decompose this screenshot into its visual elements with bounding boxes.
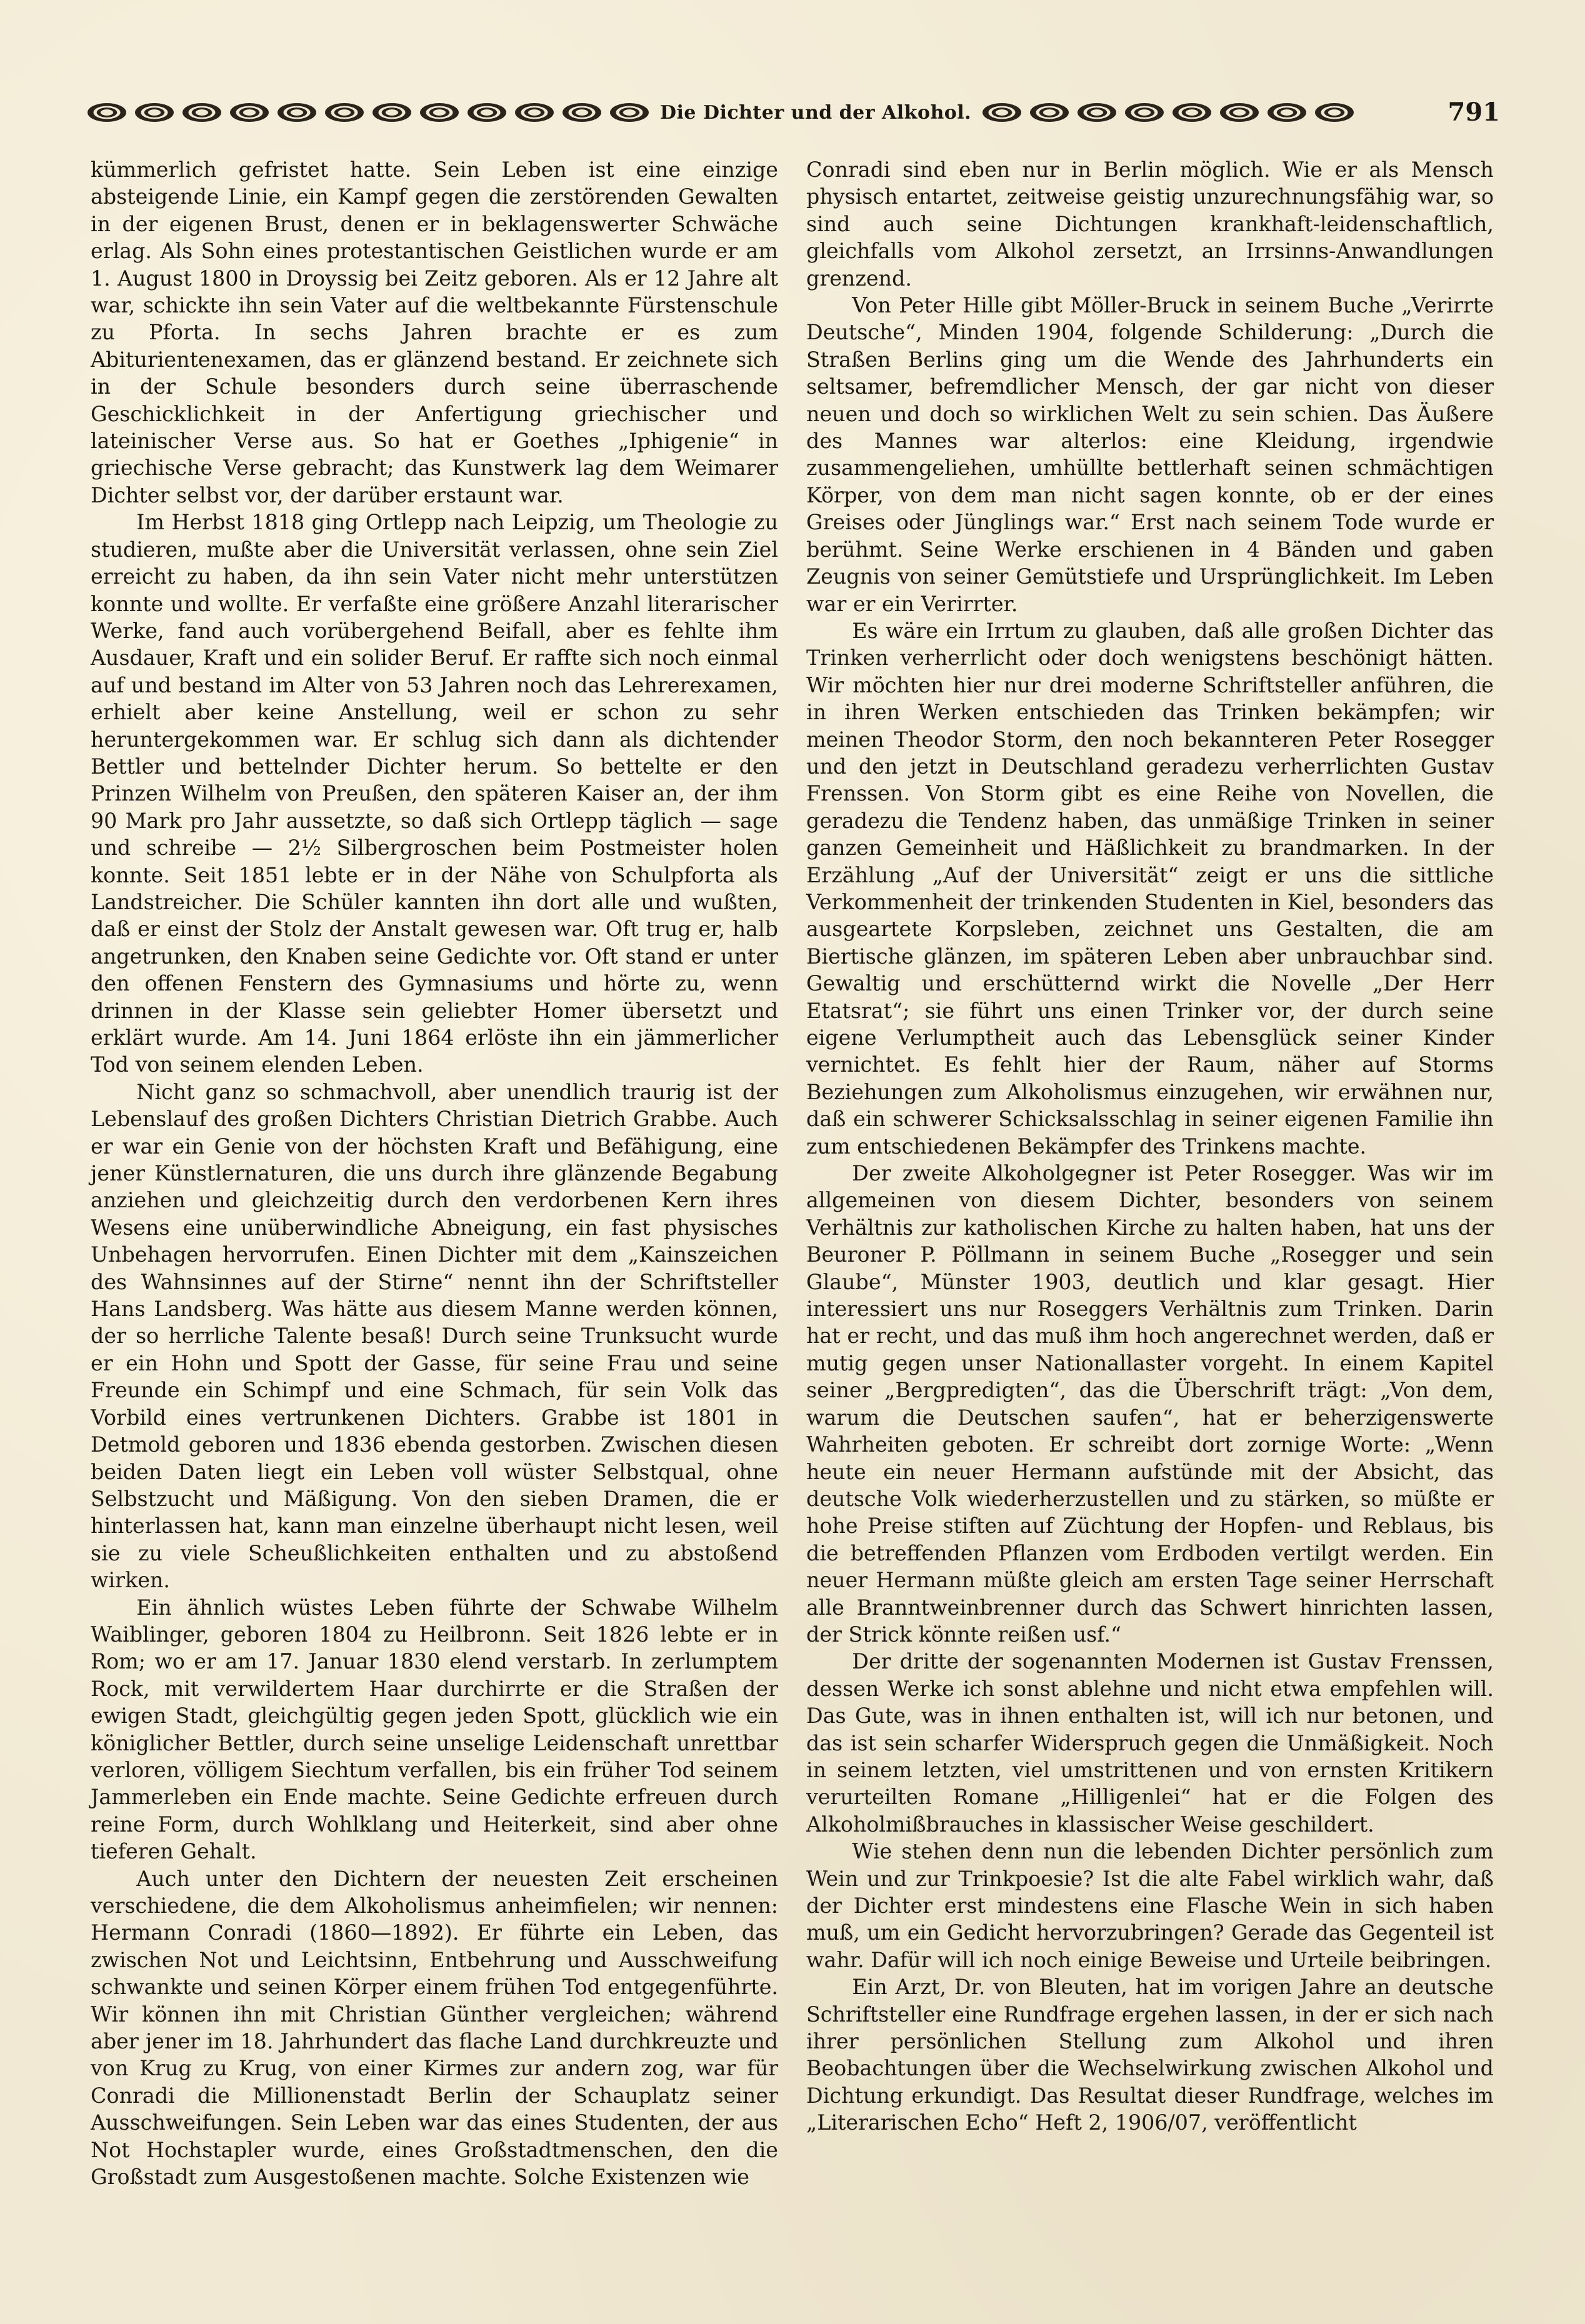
scroll-ornament-icon bbox=[982, 103, 1021, 122]
scroll-ornament-icon bbox=[515, 103, 554, 122]
scroll-ornament-icon bbox=[468, 103, 506, 122]
scroll-ornament-icon bbox=[1030, 103, 1069, 122]
paragraph: Ein Arzt, Dr. von Bleuten, hat im vorigen Jahre an deutsche Schriftsteller eine Rundfrage ergehen lassen, in der er sich nach ihrer persönlichen Stellung zum Alkohol und ihren Beobachtungen über die Wechselwirkung zwischen Alkohol und Dichtung erkundigt. Das Resultat dieser Rundfrage, welches im „Literarischen Echo“ Heft 2, 1906/07, veröffentlicht bbox=[806, 1975, 1494, 2135]
scroll-ornament-icon bbox=[135, 103, 174, 122]
scroll-ornament-icon bbox=[1078, 103, 1116, 122]
scroll-ornament-icon bbox=[562, 103, 601, 122]
header-title: Die Dichter und der Alkohol. bbox=[660, 101, 972, 124]
text-column-left bbox=[91, 156, 778, 2190]
paragraph: Ein ähnlich wüstes Leben führte der Schwabe Wilhelm Waiblinger, geboren 1804 zu Heilbronn. Seit 1826 lebte er in Rom; wo er am 17. Januar 1830 elend verstarb. In zerlumptem Rock, mit verwildertem Haar durchirrte er die Straßen der ewigen Stadt, gleichgültig gegen jeden Spott, glücklich wie ein königlicher Bettler, durch seine unselige Leidenschaft unrettbar verloren, völligem Siechtum verfallen, bis ein früher Tod seinem Jammerleben ein Ende machte. Seine Gedichte erfreuen durch reine Form, durch Wohlklang und Heiterkeit, sind aber ohne tieferen Gehalt. bbox=[91, 1595, 778, 1864]
scroll-ornament-icon bbox=[230, 103, 269, 122]
scroll-ornament-icon bbox=[610, 103, 649, 122]
paragraph: Der dritte der sogenannten Modernen ist Gustav Frenssen, dessen Werke ich sonst ablehne und nicht etwa empfehlen will. Das Gute, was in ihnen enthalten ist, will ich nur betonen, und das ist sein scharfer Widerspruch gegen die Unmäßigkeit. Noch in seinem letzten, viel umstrittenen und von ernsten Kritikern verurteilten Romane „Hilligenlei“ hat er die Folgen des Alkoholmißbrauches in klassischer Weise geschildert. bbox=[806, 1649, 1494, 1837]
scroll-ornament-icon bbox=[1315, 103, 1354, 122]
running-header bbox=[88, 94, 1500, 131]
scroll-ornament-icon bbox=[182, 103, 221, 122]
scroll-ornament-icon bbox=[1268, 103, 1306, 122]
paragraph: kümmerlich gefristet hatte. Sein Leben ist eine einzige absteigende Linie, ein Kampf gegen die zerstörenden Gewalten in der eigenen Brust, denen er in beklagenswerter Schwäche erlag. Als Sohn eines protestantischen Geistlichen wurde er am 1. August 1800 in Droyssig bei Zeitz geboren. Als er 12 Jahre alt war, schickte ihn sein Vater auf die weltbekannte Fürstenschule zu Pforta. In sechs Jahren brachte er es zum Abiturientenexamen, das er glänzend bestand. Er zeichnete sich in der Schule besonders durch seine überraschende Geschicklichkeit in der Anfertigung griechischer und lateinischer Verse aus. So hat er Goethes „Iphigenie“ in griechische Verse gebracht; das Kunstwerk lag dem Weimarer Dichter selbst vor, der darüber erstaunt war. bbox=[91, 157, 778, 507]
paragraph: Der zweite Alkoholgegner ist Peter Rosegger. Was wir im allgemeinen von diesem Dichter, besonders von seinem Verhältnis zur katholischen Kirche zu halten haben, hat uns der Beuroner P. Pöllmann in seinem Buche „Rosegger und sein Glaube“, Münster 1903, deutlich und klar gesagt. Hier interessiert uns nur Roseggers Verhältnis zum Trinken. Darin hat er recht, und das muß ihm hoch angerechnet werden, daß er mutig gegen unser Nationallaster vorgeht. In einem Kapitel seiner „Bergpredigten“, das die Überschrift trägt: „Von dem, warum die Deutschen saufen“, hat er beherzigenswerte Wahrheiten geboten. Er schreibt dort zornige Worte: „Wenn heute ein neuer Hermann aufstünde mit der Absicht, das deutsche Volk wiederherzustellen und zu stärken, so müßte er hohe Preise stiften auf Züchtung der Hopfen- und Reblaus, bis die betreffenden Pflanzen vom Erdboden vertilgt werden. Ein neuer Hermann müßte gleich am ersten Tage seiner Herrschaft alle Branntweinbrenner durch das Schwert hinrichten lassen, der Strick könnte reißen usf.“ bbox=[806, 1161, 1494, 1647]
scroll-ornament-icon bbox=[1125, 103, 1164, 122]
scroll-ornament-icon bbox=[372, 103, 411, 122]
scroll-ornament-icon bbox=[278, 103, 316, 122]
paragraph: Im Herbst 1818 ging Ortlepp nach Leipzig, um Theologie zu studieren, mußte aber die Universität verlassen, ohne sein Ziel erreicht zu haben, da ihn sein Vater nicht mehr unterstützen konnte und wollte. Er verfaßte eine größere Anzahl literarischer Werke, fand auch vorübergehend Beifall, aber es fehlte ihm Ausdauer, Kraft und ein solider Beruf. Er raffte sich noch einmal auf und bestand im Alter von 53 Jahren noch das Lehrerexamen, erhielt aber keine Anstellung, weil er schon zu sehr heruntergekommen war. Er schlug sich dann als dichtender Bettler und bettelnder Dichter herum. So bettelte er den Prinzen Wilhelm von Preußen, den späteren Kaiser an, der ihm 90 Mark pro Jahr aussetzte, so daß sich Ortlepp täglich — sage und schreibe — 2½ Silbergroschen beim Postmeister holen konnte. Seit 1851 lebte er in der Nähe von Schulpforta als Landstreicher. Die Schüler kannten ihn dort alle und wußten, daß er einst der Stolz der Anstalt gewesen war. Oft trug er, halb angetrunken, den Knaben seine Gedichte vor. Oft stand er unter den offenen Fenstern des Gymnasiums und hörte zu, wenn drinnen in der Klasse sein geliebter Homer übersetzt und erklärt wurde. Am 14. Juni 1864 erlöste ihn ein jämmerlicher Tod von seinem elenden Leben. bbox=[91, 510, 778, 1077]
scroll-ornament-icon bbox=[420, 103, 459, 122]
scroll-ornament-icon bbox=[325, 103, 364, 122]
text-column-right bbox=[806, 156, 1494, 2137]
paragraph: Wie stehen denn nun die lebenden Dichter persönlich zum Wein und zur Trinkpoesie? Ist die alte Fabel wirklich wahr, daß der Dichter erst mindestens eine Flasche Wein in sich haben muß, um ein Gedicht hervorzubringen? Gerade das Gegenteil ist wahr. Dafür will ich noch einige Beweise und Urteile beibringen. bbox=[806, 1839, 1494, 1972]
paragraph: Auch unter den Dichtern der neuesten Zeit erscheinen verschiedene, die dem Alkoholismus anheimfielen; wir nennen: Hermann Conradi (1860—1892). Er führte ein Leben, das zwischen Not und Leichtsinn, Entbehrung und Ausschweifung schwankte und seinen Körper einem frühen Tod entgegenführte. Wir können ihn mit Christian Günther vergleichen; während aber jener im 18. Jahrhundert das flache Land durchkreuzte und von Krug zu Krug, von einer Kirmes zur andern zog, war für Conradi die Millionenstadt Berlin der Schauplatz seiner Ausschweifungen. Sein Leben war das eines Studenten, der aus Not Hochstapler wurde, eines Großstadtmenschen, den die Großstadt zum Ausgestoßenen machte. Solche Existenzen wie bbox=[91, 1866, 778, 2190]
scroll-ornament-icon bbox=[1172, 103, 1211, 122]
ornament-row-left bbox=[88, 103, 649, 122]
scroll-ornament-icon bbox=[88, 103, 126, 122]
ornament-row-right bbox=[982, 103, 1354, 122]
paragraph: Von Peter Hille gibt Möller-Bruck in seinem Buche „Verirrte Deutsche“, Minden 1904, folgende Schilderung: „Durch die Straßen Berlins ging um die Wende des Jahrhunderts ein seltsamer, befremdlicher Mensch, der gar nicht von dieser neuen und doch so wirklichen Welt zu sein schien. Das Äußere des Mannes war alterlos: eine Kleidung, irgendwie zusammengeliehen, umhüllte bettlerhaft seinen schmächtigen Körper, von dem man nicht sagen konnte, ob er der eines Greises oder Jünglings war.“ Erst nach seinem Tode wurde er berühmt. Seine Werke erschienen in 4 Bänden und gaben Zeugnis von seiner Gemütstiefe und Ursprünglichkeit. Im Leben war er ein Verirrter. bbox=[806, 293, 1494, 616]
scroll-ornament-icon bbox=[1220, 103, 1259, 122]
paragraph: Conradi sind eben nur in Berlin möglich. Wie er als Mensch physisch entartet, zeitweise geistig unzurechnungsfähig war, so sind auch seine Dichtungen krankhaft-leidenschaftlich, gleichfalls vom Alkohol zersetzt, an Irrsinns-Anwandlungen grenzend. bbox=[806, 157, 1494, 291]
paragraph: Es wäre ein Irrtum zu glauben, daß alle großen Dichter das Trinken verherrlicht oder doch wenigstens beschönigt hätten. Wir möchten hier nur drei moderne Schriftsteller anführen, die in ihren Werken entschieden das Trinken bekämpfen; wir meinen Theodor Storm, den noch bekannteren Peter Rosegger und den jetzt in Deutschland geradezu verherrlichten Gustav Frenssen. Von Storm gibt es eine Reihe von Novellen, die geradezu die Tendenz haben, das unmäßige Trinken in seiner ganzen Gemeinheit und Häßlichkeit zu brandmarken. In der Erzählung „Auf der Universität“ zeigt er uns die sittliche Verkommenheit der trinkenden Studenten in Kiel, besonders das ausgeartete Korpsleben, zeichnet uns Gestalten, die am Biertische glänzen, im späteren Leben aber unbrauchbar sind. Gewaltig und erschütternd wirkt die Novelle „Der Herr Etatsrat“; sie führt uns einen Trinker vor, der durch seine eigene Verlumptheit auch das Lebensglück seiner Kinder vernichtet. Es fehlt hier der Raum, näher auf Storms Beziehungen zum Alkoholismus einzugehen, wir erwähnen nur, daß ein schwerer Schicksalsschlag in seiner eigenen Familie ihn zum entschiedenen Bekämpfer des Trinkens machte. bbox=[806, 618, 1494, 1159]
paragraph: Nicht ganz so schmachvoll, aber unendlich traurig ist der Lebenslauf des großen Dichters Christian Dietrich Grabbe. Auch er war ein Genie von der höchsten Kraft und Befähigung, eine jener Künstlernaturen, die uns durch ihre glänzende Begabung anziehen und gleichzeitig durch den verdorbenen Kern ihres Wesens eine unüberwindliche Abneigung, ein fast physisches Unbehagen hervorrufen. Einen Dichter mit dem „Kainszeichen des Wahnsinnes auf der Stirne“ nennt ihn der Schriftsteller Hans Landsberg. Was hätte aus diesem Manne werden können, der so herrliche Talente besaß! Durch seine Trunksucht wurde er ein Hohn und Spott der Gasse, für seine Frau und seine Freunde ein Schimpf und eine Schmach, für sein Volk das Vorbild eines vertrunkenen Dichters. Grabbe ist 1801 in Detmold geboren und 1836 ebenda gestorben. Zwischen diesen beiden Daten liegt ein Leben voll wüster Selbstqual, ohne Selbstzucht und Mäßigung. Von den sieben Dramen, die er hinterlassen hat, kann man einzelne überhaupt nicht lesen, weil sie zu viele Scheußlichkeiten enthalten und zu abstoßend wirken. bbox=[91, 1079, 778, 1593]
page-number: 791 bbox=[1448, 97, 1500, 127]
